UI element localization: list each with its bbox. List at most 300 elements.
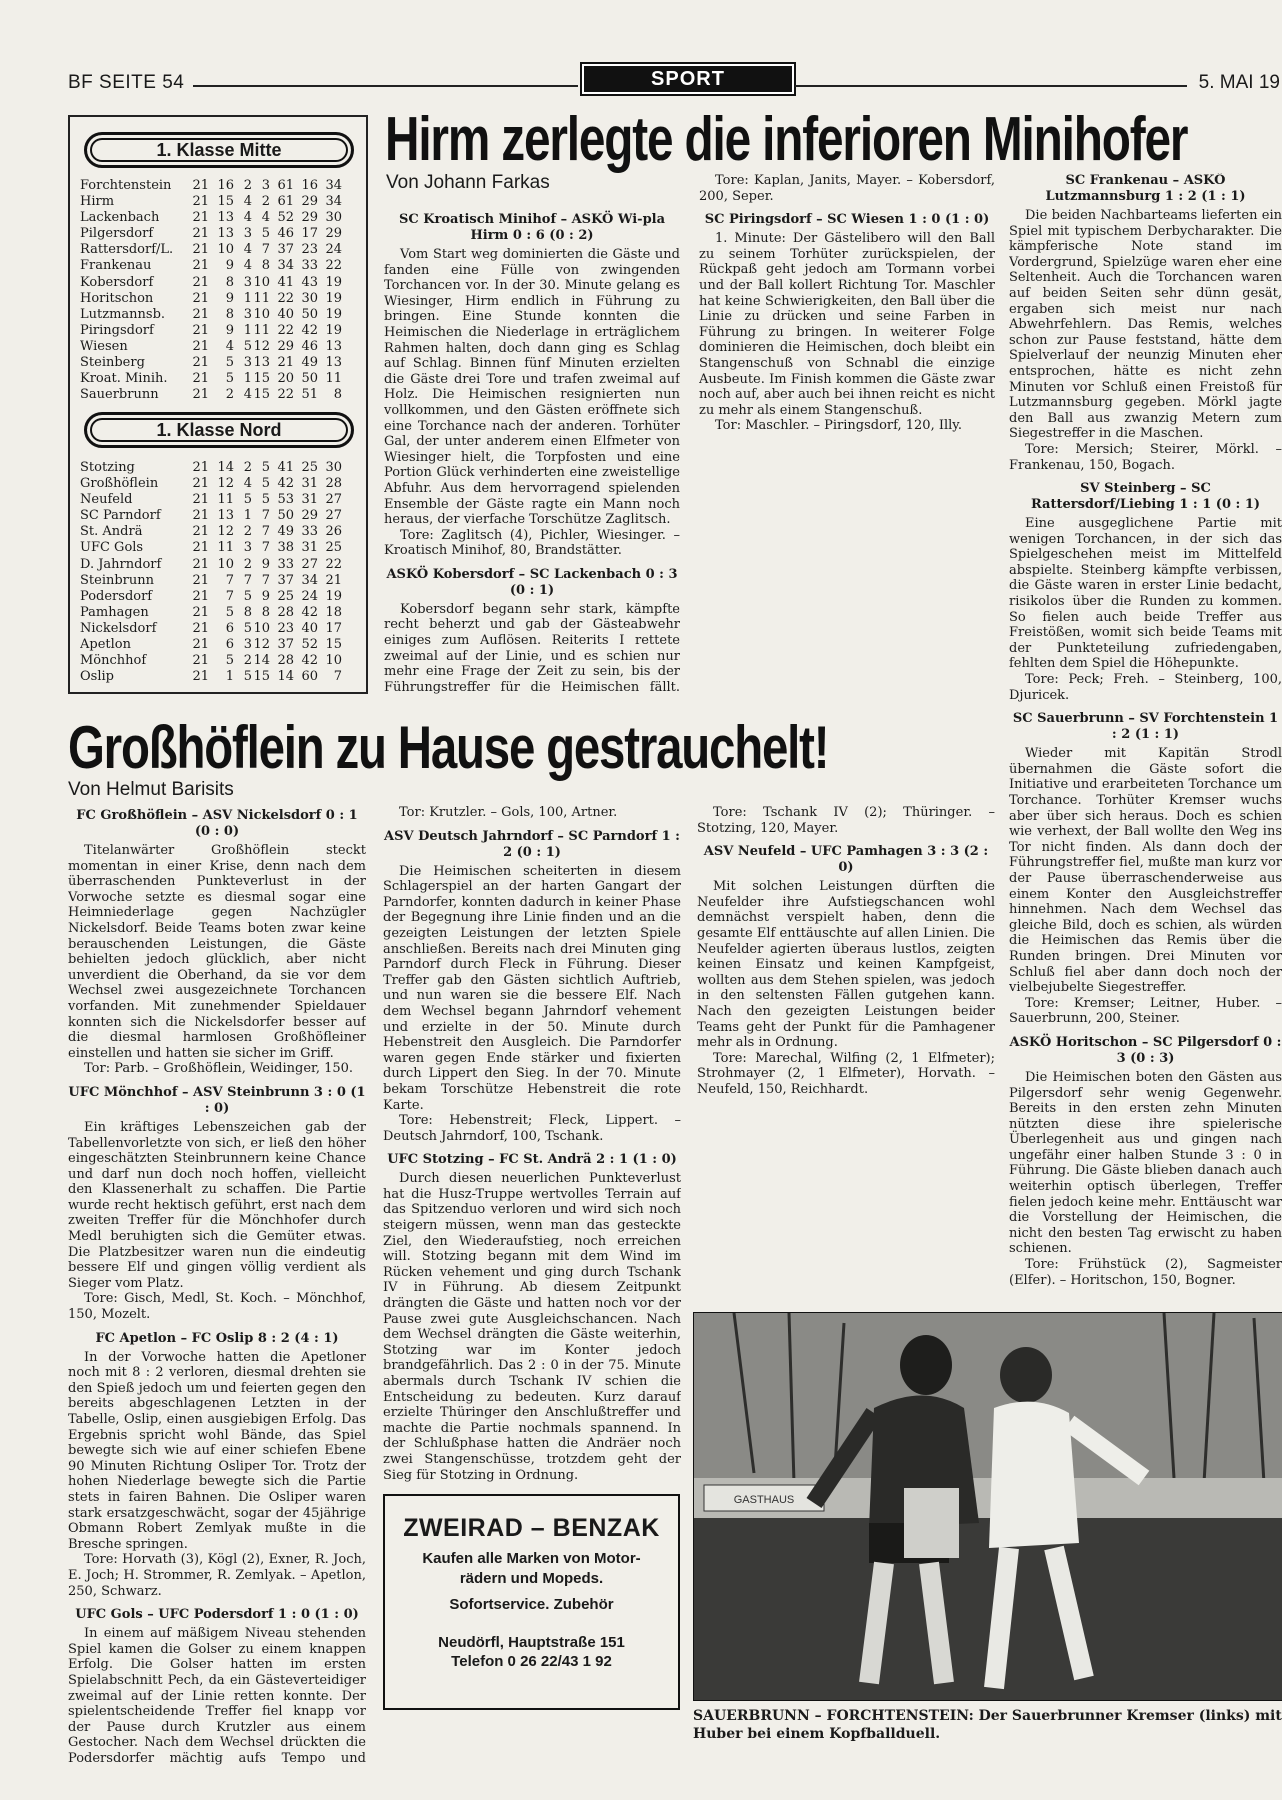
table-cell: 21 [192, 524, 209, 540]
table-row [80, 540, 362, 556]
table-cell: 34 [325, 194, 342, 210]
table-row [80, 371, 362, 387]
match-scorers: Tor: Krutzler. – Gols, 100, Artner. [399, 805, 618, 820]
table-row [80, 291, 362, 307]
table-cell: 12 [217, 476, 234, 492]
headline-hirm: Hirm zerlegte die inferioren Minihofer [385, 105, 1188, 174]
table-row [80, 355, 362, 371]
match-scorers: Tore: Kaplan, Janits, Mayer. – Kobersdorf, 200, Seper. [699, 173, 995, 204]
table-cell: 8 [243, 604, 252, 620]
match-heading: ASKÖ Kobersdorf – SC Lackenbach 0 : 3 (0 : 1) [386, 566, 678, 598]
match-report: Kobersdorf begann sehr stark, kämpfte recht beherzt und gab der Gästeabwehr einiges zum Auflösen. Reiterits I rettete zweimal auf der Linie, und es schien nur mehr eine Frage der Zeit zu sein, bis der Führungstreffer für die Heimischen fällt. [384, 601, 680, 695]
table-cell: 9 [225, 258, 234, 274]
table-cell: 21 [192, 460, 209, 475]
match-scorers: Tore: Tschank IV (2); Thüringer. – Stotzing, 120, Mayer. [697, 805, 995, 836]
team-name: Steinberg [80, 355, 145, 371]
match-report: In der Vorwoche hatten die Apetloner noch mit 8 : 2 verloren, diesmal drehten sie den Spieß jedoch um und feierten gegen den bereits abgeschlagenen Letzten in der Tabelle, Oslip, einen ausgiebigen Erfolg. Das Ergebnis spricht wohl Bände, das Spiel bewegte sich wie auf einer schiefen Ebene 90 Minuten Richtung Osliper Tor. Trotz der hohen Niederlage bewegte sich die Partie stets in fairen Bahnen. Die Osliper waren stark ersatzgeschwächt, sogar der 45jährige Obmann Robert Zemlyak mußte in die Bresche springen. [68, 1349, 366, 1552]
match-scorers: Tore: Frühstück (2), Sagmeister (Elfer). – Horitschon, 150, Bogner. [1009, 1257, 1282, 1288]
table-cell: 22 [325, 556, 342, 572]
table-cell: 9 [261, 556, 270, 572]
side-column [1009, 173, 1282, 1308]
table-cell: 15 [325, 637, 342, 653]
table-cell: 7 [261, 524, 270, 540]
table-cell: 25 [277, 588, 294, 604]
match-heading: UFC Stotzing – FC St. Andrä 2 : 1 (1 : 0) [387, 1152, 677, 1168]
match-report: Ein kräftiges Lebenszeichen gab der Tabellenvorletzte von sich, er ließ den höher eingeschätzten Steinbrunnern keine Chance und darf nun doch noch hoffen, vielleicht den Klassenerhalt zu schaffen. Die Partie wurde recht hektisch geführt, erst nach dem zweiten Treffer für die Mönchhofer durch Medl beruhigten sich die Gemüter etwas. Die Platzbesitzer waren nun die eindeutig bessere Elf und gingen völlig verdient als Sieger vom Platz. [68, 1119, 366, 1291]
table-cell: 42 [277, 476, 294, 492]
table-row [80, 258, 362, 274]
table-cell: 22 [277, 322, 294, 338]
table-cell: 11 [217, 540, 234, 556]
table-cell: 11 [217, 492, 234, 508]
table-cell: 46 [301, 338, 318, 354]
table-cell: 21 [192, 371, 209, 387]
match-scorers: Tore: Mersich; Steirer, Mörkl. – Frankenau, 150, Bogach. [1009, 441, 1282, 473]
match-report: Vom Start weg dominierten die Gäste und fanden eine Fülle von zwingenden Torchancen vor. In der 30. Minute gelang es Wiesinger, Hirm endlich in Führung zu bringen. Eine Stunde konnten die Heimischen die Niederlage in erträglichem Rahmen halten, doch dann ging es Schlag auf Schlag. Binnen fünf Minuten erzielten die Gäste drei Tore und trafen zweimal auf Holz. Die Heimischen resignierten nun vollkommen, und den Gästen eröffnete sich eine Torchance nach der anderen. Torhüter Gal, der unter anderem einen Elfmeter von Wiesinger hielt, die Torpfosten und eine Portion Glück verhinderten eine zweistellige Abfuhr. Aus dem hervorragend spielenden Ensemble der Gäste ragte ein Mann noch heraus, der vierfache Torschütze Zaglitsch. [384, 247, 680, 528]
table-cell: 43 [301, 274, 318, 290]
match-heading: SC Sauerbrunn – SV Forchtenstein 1 : 2 (1 : 1) [1012, 711, 1279, 743]
table-cell: 13 [217, 226, 234, 242]
table-cell: 30 [301, 290, 318, 306]
table-cell: 30 [325, 210, 342, 226]
table-cell: 5 [225, 604, 234, 620]
match-scorers: Tore: Kremser; Leitner, Huber. – Sauerbrunn, 200, Steiner. [1009, 995, 1282, 1027]
team-name: Kroat. Minih. [80, 371, 168, 387]
table-cell: 60 [301, 669, 318, 685]
table-row [80, 242, 362, 258]
table-cell: 9 [225, 322, 234, 338]
match-scorers: Tor: Parb. – Großhöflein, Weidinger, 150. [84, 1061, 354, 1077]
table-row [80, 621, 362, 637]
table-cell: 2 [261, 194, 270, 210]
table-title-nord: 1. Klasse Nord [84, 412, 354, 448]
table-cell: 49 [301, 355, 318, 371]
table-cell: 11 [325, 371, 342, 387]
team-name: Piringsdorf [80, 322, 154, 338]
table-cell: 15 [253, 669, 270, 685]
table-cell: 21 [192, 210, 209, 226]
team-name: Steinbrunn [80, 572, 155, 588]
table-cell: 30 [325, 460, 342, 475]
table-cell: 4 [243, 387, 252, 403]
table-cell: 2 [243, 524, 252, 540]
issue-date: 5. MAI 19 [1198, 72, 1280, 93]
table-cell: 61 [277, 178, 294, 193]
table-cell: 7 [333, 669, 342, 685]
article-hirm-column-2 [699, 173, 995, 696]
table-cell: 3 [243, 637, 252, 653]
table-cell: 4 [243, 242, 252, 258]
match-photo [693, 1312, 1282, 1701]
table-cell: 10 [253, 274, 270, 290]
team-name: Kobersdorf [80, 274, 154, 290]
table-cell: 21 [192, 338, 209, 354]
table-cell: 40 [277, 306, 294, 322]
photo-illustration [694, 1313, 1282, 1700]
table-cell: 13 [325, 355, 342, 371]
table-cell: 23 [277, 620, 294, 636]
table-cell: 13 [217, 210, 234, 226]
team-name: UFC Gols [80, 540, 144, 556]
table-cell: 46 [277, 226, 294, 242]
team-name: Apetlon [80, 637, 131, 653]
standings-table-mitte [80, 178, 362, 403]
table-cell: 21 [192, 355, 209, 371]
table-cell: 41 [277, 274, 294, 290]
match-report: In einem auf mäßigem Niveau stehenden Spiel kamen die Golser zu einem knappen Erfolg. Die Golser hatten im ersten Spielabschnitt Pech, da ein Gästeverteidiger zweimal auf der Linie retten konnte. Der spielentscheidende Treffer fiel knapp vor der Pause durch Krutzler aus einem Gestocher. Nach dem Wechsel drückten die Podersdorfer mächtig aufs Tempo und [68, 1626, 366, 1765]
table-cell: 19 [325, 322, 342, 338]
table-cell: 21 [192, 226, 209, 242]
table-cell: 31 [301, 492, 318, 508]
team-name: Hirm [80, 194, 115, 210]
table-row [80, 605, 362, 621]
table-row [80, 307, 362, 323]
table-cell: 14 [277, 669, 294, 685]
table-cell: 21 [192, 653, 209, 669]
match-report: Mit solchen Leistungen dürften die Neufelder ihre Aufstiegschancen wohl demnächst verspielt haben, denn die gesamte Elf enttäuschte auf allen Linien. Die Neufelder agierten überaus lustlos, zeigten keinen Einsatz und keinen Kampfgeist, wollten aus dem Stehen spielen, was jedoch in den seltensten Fällen gutgehen kann. Nach den gezeigten Leistungen beider Teams geht der Punkt für die Pamhagener mehr als in Ordnung. [697, 879, 995, 1051]
table-cell: 10 [325, 653, 342, 669]
ad-text: Kaufen alle Marken von Motor- [422, 1550, 641, 1567]
team-name: Mönchhof [80, 653, 147, 669]
table-cell: 21 [192, 476, 209, 492]
table-cell: 52 [277, 210, 294, 226]
article-hirm-column-1 [384, 204, 680, 696]
table-cell: 24 [301, 588, 318, 604]
table-cell: 8 [225, 306, 234, 322]
team-name: Lackenbach [80, 210, 160, 226]
match-scorers: Tore: Marechal, Wilfing (2, 1 Elfmeter); Strohmayer (2, 1 Elfmeter), Horvath. – Neufeld, 150, Reichhardt. [697, 1050, 995, 1097]
article-grosshoeflein-column-2 [383, 805, 681, 1485]
table-cell: 13 [325, 338, 342, 354]
team-name: D. Jahrndorf [80, 556, 162, 572]
table-cell: 42 [301, 322, 318, 338]
ad-text: Sofortservice. Zubehör [449, 1596, 614, 1613]
table-cell: 2 [225, 387, 234, 403]
table-cell: 7 [225, 572, 234, 588]
match-scorers: Tore: Horvath (3), Kögl (2), Exner, R. Joch, E. Joch; H. Strommer, R. Zemlyak. – Apetlon, 250, Schwarz. [68, 1552, 366, 1599]
table-cell: 19 [325, 588, 342, 604]
table-cell: 21 [325, 572, 342, 588]
table-cell: 1 [243, 371, 252, 387]
table-row [80, 589, 362, 605]
table-cell: 2 [243, 653, 252, 669]
table-cell: 21 [192, 306, 209, 322]
table-cell: 27 [325, 508, 342, 524]
table-cell: 3 [243, 306, 252, 322]
table-cell: 21 [192, 588, 209, 604]
team-name: Stotzing [80, 460, 135, 475]
table-cell: 17 [325, 620, 342, 636]
ad-title: ZWEIRAD – BENZAK [403, 1514, 660, 1542]
match-report: Wieder mit Kapitän Strodl übernahmen die Gäste sofort die Initiative und erarbeiteten Torchance um Torchance. Torhüter Kremser wuchs aber über sich heraus. Doch es schien wie verhext, der Ball wollte den Weg ins Tor nicht finden. Als dann doch der Führungstreffer fiel, mußte man kurz vor der Pause überraschenderweise aus einem Konter den Ausgleichstreffer hinnehmen. Nach dem Wechsel das gleiche Bild, doch es schien, als würden die Heimischen das Remis über die Runden bringen. Drei Minuten vor Schluß fiel aber dann doch noch der vielbejubelte Siegestreffer. [1009, 746, 1282, 996]
team-name: Forchtenstein [80, 178, 172, 193]
table-cell: 11 [253, 322, 270, 338]
table-cell: 50 [301, 306, 318, 322]
table-cell: 5 [243, 620, 252, 636]
section-badge: SPORT [580, 62, 796, 96]
table-cell: 14 [253, 653, 270, 669]
table-cell: 7 [225, 588, 234, 604]
match-scorers: Tore: Gisch, Medl, St. Koch. – Mönchhof, 150, Mozelt. [68, 1291, 366, 1323]
table-cell: 50 [277, 508, 294, 524]
table-cell: 34 [277, 258, 294, 274]
table-cell: 29 [301, 194, 318, 210]
table-cell: 19 [325, 274, 342, 290]
table-cell: 8 [225, 274, 234, 290]
match-report: Die Heimischen scheiterten in diesem Schlagerspiel an der harten Gangart der Parndorfer, konnten dadurch in keiner Phase der Begegnung ihre Linie finden und an die gezeigten Leistungen der letzten Spiele anschließen. Bereits nach drei Minuten ging Parndorf durch Fleck in Führung. Dieser Treffer gab den Gästen sichtlich Auftrieb, und nun waren sie die bessere Elf. Nach dem Wechsel begann Jahrndorf vehement und erzielte in der 50. Minute durch Hebenstreit den Ausgleich. Die Parndorfer waren gegen Ende stärker und fixierten durch Lippert den Sieg. In der 70. Minute bekam Torschütze Hebenstreit die rote Karte. [383, 863, 681, 1113]
table-cell: 7 [261, 242, 270, 258]
table-cell: 52 [301, 637, 318, 653]
table-cell: 21 [192, 572, 209, 588]
table-cell: 7 [261, 508, 270, 524]
team-name: Lutzmannsb. [80, 306, 166, 322]
team-name: Großhöflein [80, 476, 159, 492]
table-cell: 21 [192, 556, 209, 572]
team-name: St. Andrä [80, 524, 143, 540]
table-cell: 50 [301, 371, 318, 387]
team-name: Pilgersdorf [80, 226, 154, 242]
table-cell: 25 [325, 540, 342, 556]
match-heading: SC Kroatisch Minihof – ASKÖ Wi-pla Hirm 0 : 6 (0 : 2) [398, 212, 666, 243]
match-report: Titelanwärter Großhöflein steckt momentan in einer Krise, denn nach dem überraschenden Punkteverlust in der Vorwoche setzte es diesmal sogar eine Heimniederlage gegen Nachzügler Nickelsdorf. Beide Teams boten zwar keine berauschenden Leistungen, die Gäste behielten jedoch glücklich, aber nicht unverdient die Oberhand, da sie vor dem Wechsel zwei ausgezeichnete Torchancen vorfanden. Mit zunehmender Spieldauer konnten sich die Nickelsdorfer besser auf die diesmal harmlosen Großhöfleiner einstellen und hatten sie sicher im Griff. [68, 843, 366, 1061]
header-rule-left [193, 85, 578, 87]
table-cell: 41 [277, 460, 294, 475]
table-cell: 5 [261, 460, 270, 475]
table-cell: 23 [301, 242, 318, 258]
ad-address: Neudörfl, Hauptstraße 151 [438, 1634, 625, 1651]
table-cell: 29 [301, 210, 318, 226]
table-cell: 8 [261, 604, 270, 620]
page-number: BF SEITE 54 [68, 72, 185, 93]
table-cell: 5 [225, 371, 234, 387]
standings-box [68, 115, 368, 694]
photo-caption: SAUERBRUNN – FORCHTENSTEIN: Der Sauerbrunner Kremser (links) mit Huber bei einem Kopfballduell. [693, 1708, 1282, 1742]
table-cell: 15 [253, 371, 270, 387]
table-cell: 21 [192, 178, 209, 193]
match-scorers: Tore: Hebenstreit; Fleck, Lippert. – Deutsch Jahrndorf, 100, Tschank. [383, 1113, 681, 1144]
team-name: Nickelsdorf [80, 620, 157, 636]
match-report: Eine ausgeglichene Partie mit wenigen Torchancen, in der sich das Spielgeschehen meist im Mittelfeld abspielte. Steinberg kämpfte verbissen, die Gäste waren in erster Linie bedacht, risikolos über die Runden zu kommen. So fielen auch beide Treffer aus Freistößen, womit sich beide Teams mit der Punkteteilung zufriedengaben, fehlten dem Spiel die Höhepunkte. [1009, 516, 1282, 672]
table-cell: 42 [301, 604, 318, 620]
table-cell: 10 [217, 242, 234, 258]
table-cell: 3 [243, 355, 252, 371]
match-report: Die Heimischen boten den Gästen aus Pilgersdorf sehr wenig Gegenwehr. Bereits in den ersten zehn Minuten nützten diese ihre spielerische Überlegenheit aus und gingen nach ungefähr einer halben Stunde 3 : 0 in Führung. Die Gäste blieben danach auch weiterhin optisch überlegen, Treffer fielen jedoch keine mehr. Enttäuscht war die Vorstellung der Heimischen, die nicht den besten Tag erwischt zu haben schienen. [1009, 1069, 1282, 1257]
table-cell: 12 [217, 524, 234, 540]
table-cell: 3 [261, 178, 270, 193]
table-cell: 49 [277, 524, 294, 540]
table-cell: 21 [192, 258, 209, 274]
team-name: Horitschon [80, 290, 154, 306]
table-cell: 21 [192, 194, 209, 210]
match-scorers: Tor: Maschler. – Piringsdorf, 120, Illy. [715, 418, 963, 434]
table-cell: 15 [253, 387, 270, 403]
byline-farkas: Von Johann Farkas [386, 172, 550, 193]
ad-text: rädern und Mopeds. [459, 1570, 604, 1587]
table-cell: 34 [301, 572, 318, 588]
table-cell: 10 [253, 620, 270, 636]
table-cell: 31 [301, 540, 318, 556]
match-scorers: Tore: Peck; Freh. – Steinberg, 100, Djuricek. [1009, 672, 1282, 703]
table-row [80, 275, 362, 291]
table-row [80, 210, 362, 226]
table-cell: 27 [325, 492, 342, 508]
table-cell: 3 [243, 274, 252, 290]
table-cell: 28 [325, 476, 342, 492]
team-name: Oslip [80, 669, 114, 685]
table-cell: 15 [217, 194, 234, 210]
article-grosshoeflein-column-3 [697, 805, 995, 1305]
table-cell: 37 [277, 637, 294, 653]
table-cell: 4 [243, 210, 252, 226]
table-cell: 16 [217, 178, 234, 193]
table-cell: 12 [253, 338, 270, 354]
headline-grosshoeflein: Großhöflein zu Hause gestrauchelt! [68, 714, 829, 781]
table-cell: 9 [261, 588, 270, 604]
standings-table-nord [80, 460, 362, 685]
table-cell: 4 [225, 338, 234, 354]
table-cell: 5 [243, 588, 252, 604]
article-grosshoeflein-column-1 [68, 805, 366, 1765]
table-cell: 7 [261, 572, 270, 588]
table-title-mitte: 1. Klasse Mitte [84, 132, 354, 168]
table-cell: 11 [253, 290, 270, 306]
table-cell: 5 [243, 492, 252, 508]
table-row [80, 492, 362, 508]
table-row [80, 387, 362, 403]
table-cell: 8 [333, 387, 342, 403]
table-cell: 7 [261, 540, 270, 556]
table-cell: 9 [225, 290, 234, 306]
match-heading: UFC Gols – UFC Podersdorf 1 : 0 (1 : 0) [75, 1607, 359, 1623]
table-cell: 38 [277, 540, 294, 556]
match-heading: SC Frankenau – ASKÖ Lutzmannsburg 1 : 2 (1 : 1) [1045, 173, 1246, 204]
table-cell: 21 [277, 355, 294, 371]
table-cell: 6 [225, 620, 234, 636]
table-cell: 1 [243, 322, 252, 338]
table-row [80, 460, 362, 476]
match-report: Durch diesen neuerlichen Punkteverlust hat die Husz-Truppe wertvolles Terrain auf das Spitzenduo verloren und wird sich noch steigern müssen, wenn man das gesteckte Ziel, den Wiederaufstieg, noch erreichen will. Stotzing begann mit dem Wind im Rücken vehement und ging durch Tschank IV in Führung. Ab diesem Zeitpunkt drängten die Gäste und hatten noch vor der Pause zwei gute Ausgleichschancen. Nach dem Wechsel drängten die Gäste weiterhin, Stotzing war im Konter jedoch brandgefährlich. Das 2 : 0 in der 75. Minute abermals durch Tschank IV schien die Entscheidung zu bedeuten. Kurz darauf erzielte Thüringer den Anschlußtreffer und machte die Partie nochmals spannend. In der Schlußphase hatten die Andräer noch zwei Stangenschüsse, trotzdem geht der Sieg für Stotzing in Ordnung. [383, 1171, 681, 1483]
table-cell: 19 [325, 306, 342, 322]
team-name: Sauerbrunn [80, 387, 159, 403]
table-cell: 3 [243, 226, 252, 242]
table-cell: 5 [261, 492, 270, 508]
advertisement-benzak [383, 1494, 680, 1710]
match-heading: FC Großhöflein – ASV Nickelsdorf 0 : 1 (0 : 0) [76, 808, 358, 839]
table-cell: 5 [225, 355, 234, 371]
table-cell: 18 [325, 604, 342, 620]
table-cell: 21 [192, 669, 209, 685]
match-heading: ASV Neufeld – UFC Pamhagen 3 : 3 (2 : 0) [703, 844, 989, 876]
table-cell: 61 [277, 194, 294, 210]
table-row [80, 637, 362, 653]
table-cell: 5 [243, 338, 252, 354]
table-cell: 53 [277, 492, 294, 508]
table-cell: 37 [277, 242, 294, 258]
ad-phone: Telefon 0 26 22/43 1 92 [451, 1653, 612, 1670]
table-cell: 21 [192, 322, 209, 338]
table-cell: 21 [192, 540, 209, 556]
table-row [80, 653, 362, 669]
table-cell: 14 [217, 460, 234, 475]
table-row [80, 669, 362, 685]
table-cell: 40 [301, 620, 318, 636]
table-cell: 21 [192, 274, 209, 290]
photo-banner: GASTHAUS [733, 1494, 795, 1506]
table-row [80, 573, 362, 589]
table-cell: 20 [277, 371, 294, 387]
table-cell: 13 [253, 355, 270, 371]
team-name: Pamhagen [80, 604, 149, 620]
table-cell: 4 [243, 258, 252, 274]
table-cell: 21 [192, 637, 209, 653]
table-cell: 3 [243, 540, 252, 556]
match-scorers: Tore: Zaglitsch (4), Pichler, Wiesinger. – Kroatisch Minihof, 80, Brandstätter. [384, 527, 680, 559]
table-cell: 29 [277, 338, 294, 354]
team-name: Rattersdorf/L. [80, 242, 174, 258]
table-cell: 5 [243, 669, 252, 685]
table-cell: 21 [192, 492, 209, 508]
match-report: Die beiden Nachbarteams lieferten ein Spiel mit typischem Derbycharakter. Die kämpferische Note stand im Vordergrund, Spielzüge waren eher eine Seltenheit. Auch die Torchancen waren auf beiden Seiten sehr dünn gesät, ergaben sich meist nur nach Abwehrfehlern. Das Remis, welches schon zur Pause feststand, hätte dem Spielverlauf der neunzig Minuten eher entsprochen, hätte es nicht zehn Minuten vor Schluß einen Freistoß für Lutzmannsburg gegeben. Mörkl jagte den Ball aus zwanzig Metern zum Siegestreffer in die Maschen. [1009, 208, 1282, 442]
table-cell: 17 [301, 226, 318, 242]
table-cell: 5 [225, 653, 234, 669]
match-heading: UFC Mönchhof – ASV Steinbrunn 3 : 0 (1 : 0) [68, 1084, 366, 1116]
table-cell: 16 [301, 178, 318, 193]
table-cell: 34 [325, 178, 342, 193]
team-name: Wiesen [80, 338, 128, 354]
table-cell: 21 [192, 387, 209, 403]
table-cell: 10 [253, 306, 270, 322]
table-cell: 21 [192, 620, 209, 636]
table-cell: 29 [325, 226, 342, 242]
table-cell: 22 [277, 387, 294, 403]
table-cell: 5 [261, 476, 270, 492]
table-cell: 33 [301, 524, 318, 540]
table-row [80, 339, 362, 355]
table-cell: 4 [243, 476, 252, 492]
table-cell: 6 [225, 637, 234, 653]
match-heading: ASKÖ Horitschon – SC Pilgersdorf 0 : 3 (0 : 3) [1009, 1034, 1282, 1066]
table-cell: 12 [253, 637, 270, 653]
header-rule-right [795, 85, 1187, 87]
table-cell: 21 [192, 604, 209, 620]
table-row [80, 178, 362, 194]
table-cell: 31 [301, 476, 318, 492]
match-heading: SC Piringsdorf – SC Wiesen 1 : 0 (1 : 0) [704, 212, 990, 228]
table-cell: 27 [301, 556, 318, 572]
table-cell: 4 [261, 210, 270, 226]
match-heading: SV Steinberg – SC Rattersdorf/Liebing 1 : 1 (0 : 1) [1030, 481, 1261, 513]
team-name: Podersdorf [80, 588, 153, 604]
table-row [80, 557, 362, 573]
table-cell: 2 [243, 556, 252, 572]
table-cell: 37 [277, 572, 294, 588]
table-row [80, 476, 362, 492]
table-cell: 1 [243, 290, 252, 306]
table-cell: 21 [192, 508, 209, 524]
table-cell: 22 [325, 258, 342, 274]
table-cell: 1 [225, 669, 234, 685]
table-cell: 7 [243, 572, 252, 588]
table-cell: 28 [277, 604, 294, 620]
table-cell: 26 [325, 524, 342, 540]
match-heading: FC Apetlon – FC Oslip 8 : 2 (4 : 1) [95, 1330, 339, 1346]
table-cell: 19 [325, 290, 342, 306]
table-cell: 21 [192, 242, 209, 258]
table-cell: 22 [277, 290, 294, 306]
table-cell: 2 [243, 178, 252, 193]
team-name: Neufeld [80, 492, 133, 508]
table-cell: 4 [243, 194, 252, 210]
